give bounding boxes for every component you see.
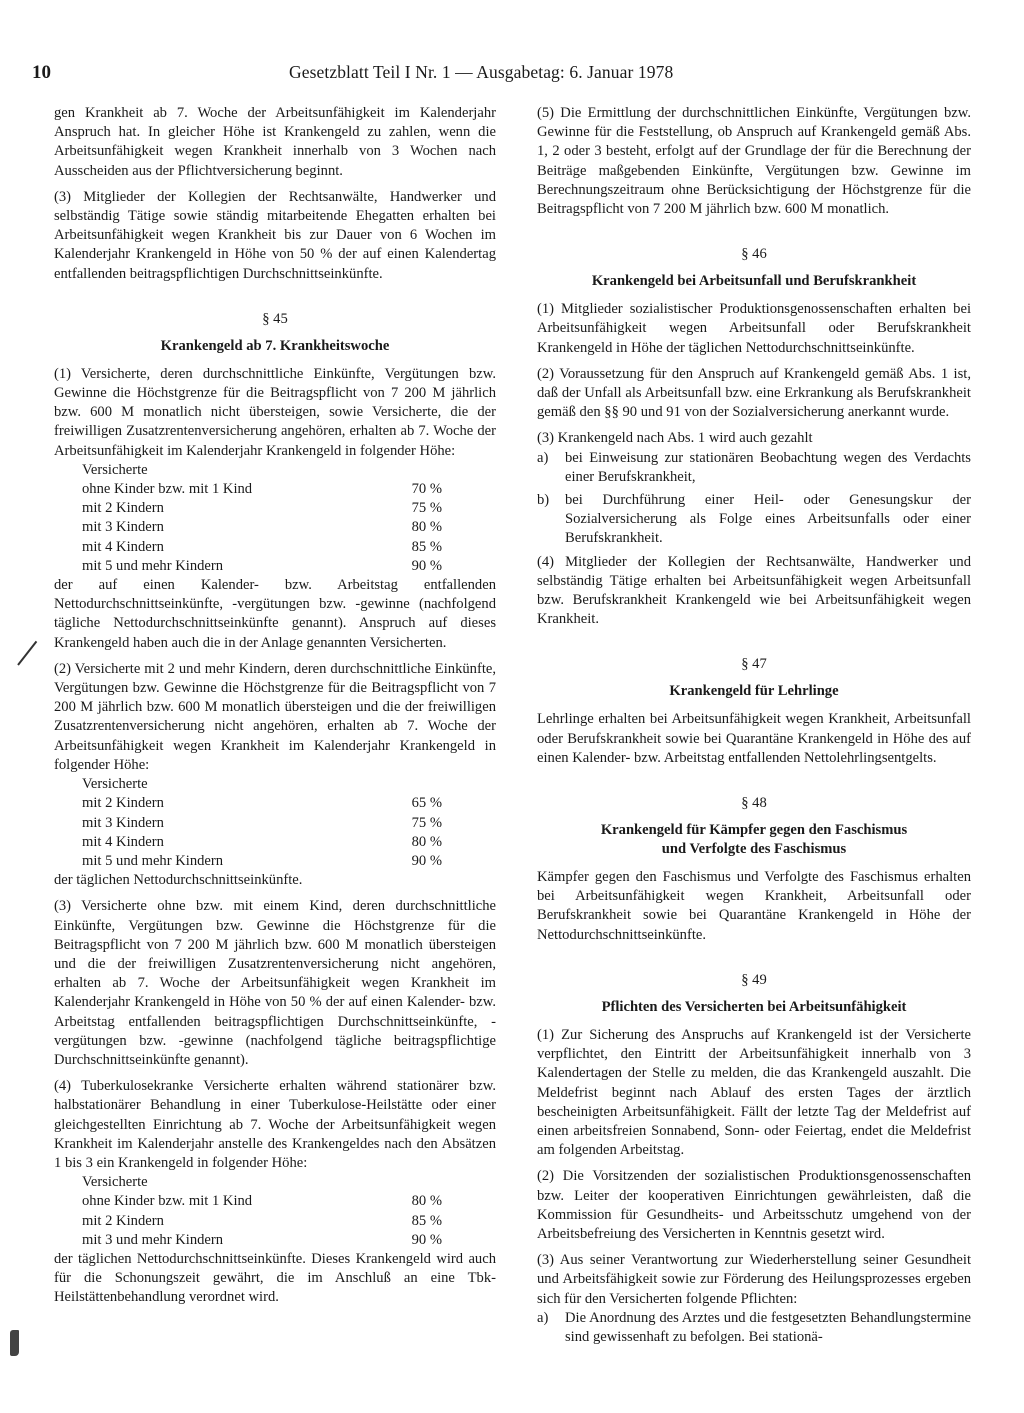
- section-46-paragraph-4: (4) Mitglieder der Kollegien der Rechtsanwälte, Handwerker und selbständig Tätige erhalten bei Arbeitsunfähigkeit wegen Arbeitsunfall bzw. Berufskrankheit Krankengeld wie bei Arbeitsunfähigkeit wegen Krankheit.: [537, 553, 971, 628]
- rate-row: [82, 833, 442, 852]
- section-45-paragraph-2-continued: der täglichen Nettodurchschnittseinkünfte.: [54, 872, 303, 889]
- section-number-45: § 45: [262, 310, 288, 327]
- section-number-49: § 49: [741, 971, 767, 988]
- rate-table-1: [82, 461, 442, 576]
- section-49-paragraph-2: (2) Die Vorsitzenden der sozialistischen Produktionsgenossenschaften bzw. Leiter der kooperativen Einrichtungen gewährleisten, daß die Kommission für Gesundheits- und Arbeitsschutz umgehend von der Arbeitsbefreiung des Versicherten in Kenntnis gesetzt wird.: [537, 1168, 971, 1242]
- rate-row: [82, 1192, 442, 1211]
- list-item: [537, 491, 971, 549]
- list-item: [537, 1309, 971, 1347]
- list-item-label: a): [537, 449, 549, 466]
- section-48-paragraph: Kämpfer gegen den Faschismus und Verfolgte des Faschismus erhalten bei Arbeitsunfähigkeit wegen Krankheit, Arbeitsunfall oder Berufskrankheit sowie bei Quarantäne Krankengeld in Höhe der Nettodurchschnittseinkünfte.: [537, 869, 971, 943]
- right-column: [537, 104, 971, 1351]
- left-column: [54, 104, 496, 1315]
- list-item-label: a): [537, 1309, 549, 1326]
- section-number-47: § 47: [741, 656, 767, 673]
- paragraph-continued: gen Krankheit ab 7. Woche der Arbeitsunfähigkeit im Kalenderjahr Anspruch hat. In gleicher Höhe ist Krankengeld zu zahlen, wenn die Arbeitsunfähigkeit wegen Krankheit innerhalb von 3 Wochen nach Ausscheiden aus der Pflichtversicherung beginnt.: [54, 105, 496, 179]
- rate-value: 80 %: [411, 1193, 442, 1210]
- list-item-text: Die Anordnung des Arztes und die festgesetzten Behandlungstermine sind gewissenhaft zu befolgen. Bei stationä-: [565, 1309, 971, 1345]
- margin-ink-blot: [10, 1330, 19, 1356]
- section-title-46: Krankengeld bei Arbeitsunfall und Berufskrankheit: [591, 273, 917, 290]
- margin-pencil-mark: [17, 641, 37, 666]
- rate-value: 70 %: [411, 481, 442, 498]
- rate-label: mit 5 und mehr Kindern: [82, 852, 224, 869]
- rate-row: [82, 814, 442, 833]
- rate-table-head: Versicherte: [82, 1174, 148, 1191]
- section-46-paragraph-2: (2) Voraussetzung für den Anspruch auf Krankengeld gemäß Abs. 1 ist, daß der Unfall als Arbeitsunfall bzw. eine Erkrankung als Berufskrankheit gemäß den §§ 90 und 91 von der Sozialversicherung anerkannt wurde.: [537, 365, 971, 421]
- rate-row: [82, 480, 442, 499]
- rate-table-head: Versicherte: [82, 461, 148, 478]
- rate-row: [82, 557, 442, 576]
- running-title: Gesetzblatt Teil I Nr. 1 — Ausgabetag: 6. Januar 1978: [289, 62, 674, 82]
- rate-row: [82, 852, 442, 871]
- section-title-48-line-1: Krankengeld für Kämpfer gegen den Faschismus: [600, 822, 908, 839]
- rate-value: 80 %: [411, 833, 442, 850]
- section-45-paragraph-5: (5) Die Ermittlung der durchschnittlichen Einkünfte, Vergütungen bzw. Gewinne für die Feststellung, ob Anspruch auf Krankengeld gemäß Abs. 1, 2 oder 3 besteht, erfolgt auf der Grundlage der für die Berechnung der Beiträge maßgebenden Einkünfte, Vergütungen bzw. Gewinne im Berechnungszeitraum ohne Berücksichtigung der Höchstgrenze für die Beitragspflicht von 7 200 M jährlich bzw. 600 M monatlich.: [537, 105, 971, 218]
- rate-value: 90 %: [411, 1231, 442, 1248]
- section-49-paragraph-3: (3) Aus seiner Verantwortung zur Wiederherstellung seiner Gesundheit und Arbeitsfähigkeit sowie zur Förderung des Heilungsprozesses ergeben sich für den Versicherten folgende Pflichten:: [537, 1252, 971, 1307]
- section-45-paragraph-1: (1) Versicherte, deren durchschnittliche Einkünfte, Vergütungen bzw. Gewinne die Höchstgrenze für die Beitragspflicht von 7 200 M jährlich bzw. 600 M monatlich nicht übersteigen, sowie Versicherte, die der freiwilligen Zusatzrentenversicherung angehören, erhalten ab 7. Woche der Arbeitsunfähigkeit im Kalenderjahr Krankengeld in folgender Höhe:: [54, 365, 496, 459]
- list-item-label: b): [537, 492, 550, 509]
- section-45-paragraph-3: (3) Versicherte ohne bzw. mit einem Kind, deren durchschnittliche Einkünfte, Vergütungen bzw. Gewinne die Höchstgrenze für die Beitragspflicht von 7 200 M jährlich bzw. 600 M monatlich übersteigen und die der freiwilligen Zusatzrentenversicherung nicht angehören, erhalten ab 7. Woche der Arbeitsunfähigkeit wegen Krankheit im Kalenderjahr Krankengeld in Höhe von 50 % der auf einen Kalender- bzw. Arbeitstag entfallenden beitragspflichtigen Durchschnittseinkünfte, -vergütungen bzw. -gewinne (nachfolgend tägliche beitragspflichtige Durchschnittseinkünfte genannt).: [54, 898, 496, 1068]
- rate-label: mit 4 Kindern: [82, 538, 164, 555]
- rate-row: [82, 1212, 442, 1231]
- rate-value: 80 %: [411, 519, 442, 536]
- section-number-46: § 46: [741, 246, 767, 263]
- rate-row: [82, 538, 442, 557]
- paragraph-3: (3) Mitglieder der Kollegien der Rechtsanwälte, Handwerker und selbständig Tätige sowie ständig mitarbeitende Ehegatten erhalten bei Arbeitsunfähigkeit wegen Krankheit bis zur Dauer von 6 Wochen im Kalenderjahr Krankengeld in Höhe von 50 % der auf einen Kalendertag entfallenden beitragspflichtigen Durchschnittseinkünfte.: [54, 188, 496, 282]
- rate-label: ohne Kinder bzw. mit 1 Kind: [82, 1193, 253, 1210]
- section-number-48: § 48: [741, 795, 767, 812]
- section-46-paragraph-1: (1) Mitglieder sozialistischer Produktionsgenossenschaften erhalten bei Arbeitsunfähigkeit wegen Arbeitsunfall oder Berufskrankheit Krankengeld in Höhe der täglichen Nettodurchschnittseinkünfte.: [537, 301, 971, 356]
- section-title-47: Krankengeld für Lehrlinge: [669, 683, 839, 700]
- rate-label: mit 4 Kindern: [82, 833, 164, 850]
- rate-row: [82, 518, 442, 537]
- list-item-text: bei Durchführung einer Heil- oder Genesungskur der Sozialversicherung als Folge eines Arbeitsunfalls oder einer Berufskrankheit.: [565, 492, 971, 547]
- section-title-45: Krankengeld ab 7. Krankheitswoche: [160, 337, 390, 354]
- list-item: [537, 449, 971, 487]
- section-45-paragraph-4: (4) Tuberkulosekranke Versicherte erhalten während stationärer bzw. halbstationärer Behandlung in einer Tuberkulose-Heilstätte oder einer gleichgestellten Einrichtung ab 7. Woche der Arbeitsunfähigkeit wegen Krankheit im Kalenderjahr anstelle des Krankengeldes nach den Absätzen 1 bis 3 ein Krankengeld in folgender Höhe:: [54, 1078, 496, 1171]
- list-item-text: bei Einweisung zur stationären Beobachtung wegen des Verdachts einer Berufskrankheit,: [565, 449, 971, 485]
- page-number: 10: [32, 62, 51, 83]
- rate-label: mit 2 Kindern: [82, 795, 164, 812]
- rate-label: mit 2 Kindern: [82, 500, 164, 517]
- rate-value: 85 %: [411, 538, 442, 555]
- rate-value: 85 %: [411, 1212, 442, 1229]
- rate-label: mit 3 Kindern: [82, 814, 164, 831]
- rate-label: mit 2 Kindern: [82, 1212, 164, 1229]
- rate-value: 90 %: [411, 852, 442, 869]
- rate-value: 90 %: [411, 557, 442, 574]
- section-45-paragraph-4-continued: der täglichen Nettodurchschnittseinkünfte. Dieses Krankengeld wird auch für die Schonungszeit gewährt, die im Anschluß an eine Tbk-Heilstättenbehandlung verordnet wird.: [54, 1250, 496, 1306]
- rate-label: mit 3 und mehr Kindern: [82, 1231, 224, 1248]
- rate-label: mit 3 Kindern: [82, 519, 164, 536]
- rate-value: 75 %: [411, 814, 442, 831]
- rate-row: [82, 499, 442, 518]
- section-title-49: Pflichten des Versicherten bei Arbeitsunfähigkeit: [601, 998, 907, 1015]
- rate-table-3: [82, 1173, 442, 1250]
- section-45-paragraph-1-continued: der auf einen Kalender- bzw. Arbeitstag entfallenden Nettodurchschnittseinkünfte, -vergütungen bzw. -gewinne (nachfolgend tägliche Nettodurchschnittseinkünfte genannt). Anspruch auf dieses Krankengeld haben auch die in der Anlage genannten Versicherten.: [54, 577, 496, 651]
- page-header: [32, 62, 992, 86]
- rate-table-2: [82, 775, 442, 871]
- rate-value: 75 %: [411, 500, 442, 517]
- rate-row: [82, 794, 442, 813]
- section-46-paragraph-3: (3) Krankengeld nach Abs. 1 wird auch gezahlt: [537, 430, 813, 447]
- rate-row: [82, 1231, 442, 1250]
- rate-value: 65 %: [411, 795, 442, 812]
- section-49-paragraph-1: (1) Zur Sicherung des Anspruchs auf Krankengeld ist der Versicherte verpflichtet, den Eintritt der Arbeitsunfähigkeit innerhalb von 3 Kalendertagen der Stelle zu melden, die das Krankengeld auszahlt. Die Meldefrist beginnt nach Ablauf des ersten Tages der ärztlich bescheinigten Arbeitsunfähigkeit. Fällt der letzte Tag der Meldefrist auf einen arbeitsfreien Sonnabend, Sonn- oder Feiertag, endet die Meldefrist am folgenden Arbeitstag.: [537, 1026, 971, 1159]
- rate-table-head: Versicherte: [82, 776, 148, 793]
- rate-label: mit 5 und mehr Kindern: [82, 557, 224, 574]
- rate-label: ohne Kinder bzw. mit 1 Kind: [82, 481, 253, 498]
- section-title-48-line-2: und Verfolgte des Faschismus: [661, 841, 847, 858]
- section-45-paragraph-2: (2) Versicherte mit 2 und mehr Kindern, deren durchschnittliche Einkünfte, Vergütungen bzw. Gewinne die Höchstgrenze für die Beitragspflicht von 7 200 M jährlich bzw. 600 M monatlich übersteigen und die der freiwilligen Zusatzrentenversicherung nicht angehören, erhalten ab 7. Woche der Arbeitsunfähigkeit wegen Krankheit im Kalenderjahr Krankengeld in folgender Höhe:: [54, 660, 496, 773]
- section-47-paragraph: Lehrlinge erhalten bei Arbeitsunfähigkeit wegen Krankheit, Arbeitsunfall oder Berufskrankheit sowie bei Quarantäne Krankengeld in Höhe des auf einen Kalender- bzw. Arbeitstag entfallenden Nettolehrlingsentgelts.: [537, 711, 971, 766]
